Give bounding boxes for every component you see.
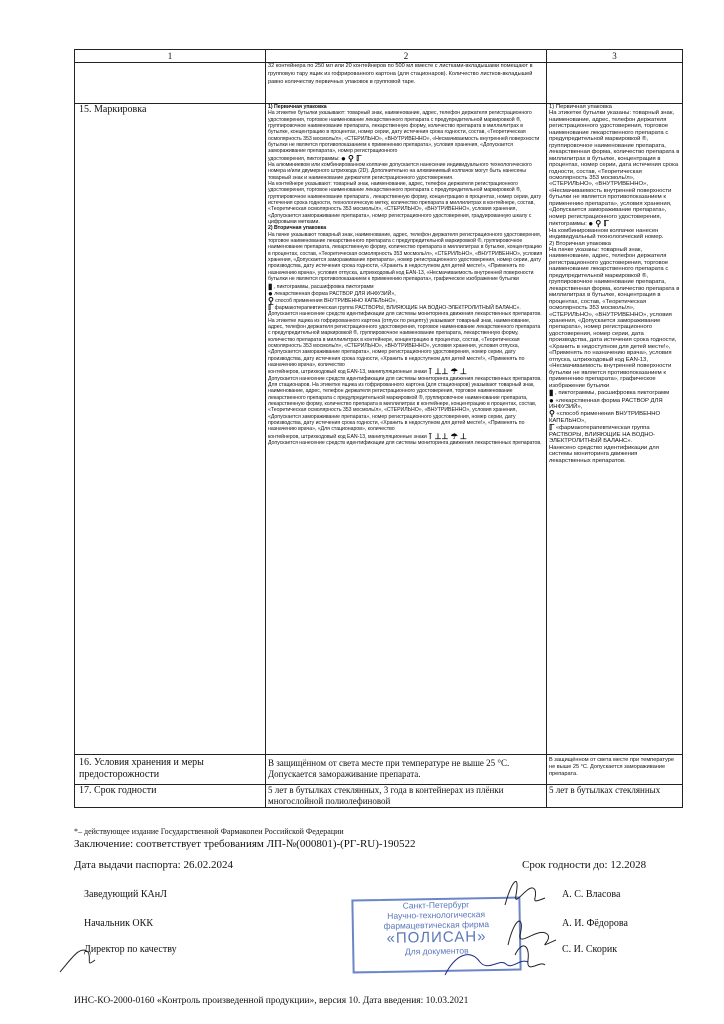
pharmacopoeia-note: *– действующее издание Государственной Фармакопеи Российской Федерации: [74, 827, 344, 836]
marking-text: На этикетке бутылки указывают: товарный знак, наименование, адрес, телефон держателя регистрационного удостоверения, торговое наименование лекарственного препарата с предупредительной маркировкой ®, группировочное наименование препарата, лекарственную форму, количество препарата в миллилитрах в бутылке, концентрацию в процентах, номер серии, дату истечения срока годности, состав, «Теоретическая осмолярность 353 мосмоль/л», «СТЕРИЛЬНО», «ВНУТРИВЕННО», «Несмачиваемость внутренней поверхности бутылки не является противопоказанием к применению препарата», условия хранения, «Допускается замораживание препарата», номер регистрационного: [268, 110, 540, 155]
storage-label: 16. Условия хранения и меры предосторожности: [75, 755, 266, 785]
stamp-company-name: «ПОЛИСАН»: [386, 928, 487, 947]
marking-text: Нанесено средство идентификации для системы мониторинга движения лекарственных препаратов.: [549, 444, 659, 464]
stamp-line-2: Научно-технологическая: [387, 909, 486, 921]
pictogram-icon: ● ⚲ ℾ: [588, 219, 609, 229]
marking-text: способ применения ВНУТРИВЕННО КАПЕЛЬНО»,: [275, 297, 397, 304]
marking-text: 2) Вторичная упаковка: [549, 240, 611, 247]
signature-vlasova: [505, 881, 545, 905]
marking-text: удостоверения, пиктограммы:: [268, 155, 340, 162]
marking-text: На алюминиевом или комбинированном колпачке допускается нанесение индивидуального технологического номера и/или двумерного штрихкода (2D). Дополнительно на алюминиевый колпачок могут быть нанесены товарный знак и наименование держателя регистрационного удостоверения.: [268, 161, 532, 181]
signatory-role-3: Директор по качеству: [84, 944, 177, 955]
storage-spec: В защищённом от света месте при температуре не выше 25 °С. Допускается замораживание препарата.: [266, 755, 547, 785]
marking-text: На пачке указаны: товарный знак, наименование, адрес, телефон держателя регистрационного удостоверения, торговое наименование лекарственного препарата с предупредительной маркировкой ®, группировочное наименование препарата, лекарственная форма, количество препарата в миллилитрах в бутылке, концентрация в процентах, состав, «Теоретическая осмолярность 353 мосмоль/л», «СТЕРИЛЬНО», «ВНУТРИВЕННО», условия хранения, «Допускается замораживание препарата», номер регистрационного удостоверения, номер серии, дата производства, дата истечения срока годности, «Хранить в недоступном для детей месте!», «Применять по назначению врача», условия отпуска, штрихкодовый код EAN-13, «Несмачиваемость внутренней поверхности бутылки не является противопоказанием к применению препарата», графическое изображение бутылки: [549, 247, 680, 389]
pictogram-icon: ⚲: [549, 409, 555, 419]
pictogram-icon: ℾ: [268, 303, 274, 313]
stamp-line-3: фармацевтическая фирма: [383, 919, 490, 931]
stamp-line-1: Санкт-Петербург: [402, 899, 470, 911]
signatory-role-2: Начальник ОКК: [84, 918, 153, 929]
shelf-life-actual: 5 лет в бутылках стеклянных: [547, 785, 683, 808]
marking-text: Для стационаров. На этикетке ящика из гофрированного картона (для стационаров) указывают товарный знак, наименование, адрес, телефон держателя регистрационного удостоверения, торговое наименование лекарственного препарата с предупредительной маркировкой ®, группировочное наименование препарата, лекарственную форму, количество препарата в миллилитрах в контейнере, концентрацию в процентах, состав, «Теоретическая осмолярность 353 мосмоль/л», «СТЕРИЛЬНО», «ВНУТРИВЕННО», условия хранения, «Допускается замораживание препарата», номер регистрационного удостоверения, номер серии, дату производства, дату истечения срока годности, «Хранить в недоступном для детей месте!», «Применять по назначению врача», «Для стационаров», количество: [268, 382, 537, 433]
issue-date: Дата выдачи паспорта: 26.02.2024: [74, 859, 233, 871]
expiry-date: Срок годности до: 12.2028: [522, 859, 647, 871]
marking-text: Допускается нанесение средств идентификации для системы мониторинга движения лекарственных препаратов.: [268, 375, 542, 382]
pictogram-icon: ●: [268, 288, 273, 298]
signatory-name-1: А. С. Власова: [562, 889, 621, 900]
marking-text: На этикетке бутылки указаны: товарный знак, наименование, адрес, телефон держателя регистрационного удостоверения, торговое наименование лекарственного препарата с предупредительной маркировкой ®, группировочное наименование препарата, лекарственная форма, количество препарата в миллилитрах в бутылке, концентрация в процентах, номер серии, дата истечения срока годности, состав, «Теоретическая осмолярность 353 мосмоль/л», «СТЕРИЛЬНО», «ВНУТРИВЕННО», «Несмачиваемость внутренней поверхности бутылки не является противопоказанием к применению препарата», условия хранения, «Допускается замораживание препарата», номер регистрационного удостоверения,: [549, 110, 680, 220]
signatory-role-1: Заведующий КАнЛ: [84, 889, 167, 900]
packaging-continuation-text: 32 контейнера по 250 мл или 20 контейнеров по 500 мл вместе с листками-вкладышами помещают в групповую тару ящик из гофрированного картона (для стационаров). Количество листков-вкладышей равно количеству первичных упаковок в групповой таре.: [266, 63, 547, 104]
marking-label: 15. Маркировка: [75, 104, 266, 755]
marking-text: Допускается нанесение средств идентификации для системы мониторинга движения лекарственных препаратов.: [268, 440, 542, 446]
marking-text: На пачке указывают товарный знак, наименование, адрес, телефон держателя регистрационного удостоверения, торговое наименование лекарственного препарата с предупредительной маркировкой ®, группировочное наименование препарата, лекарственную форму, количество препарата в миллилитрах в бутылке, концентрацию в процентах, состав, «Теоретическая осмолярность 353 мосмоль/л», «СТЕРИЛЬНО», «ВНУТРИВЕННО», условия хранения, «Допускается замораживание препарата», номер регистрационного удостоверения, номер серии, дату производства, дату истечения срока годности, «Хранить в недоступном для детей месте!», «Применять по назначению врача», условия отпуска, штрихкодовый код EAN-13, «Несмачиваемость внутренней поверхности бутылки не является противопоказанием к применению препарата», графическое изображение бутылки: [268, 231, 543, 283]
marking-text: На комбинированном колпачке нанесен индивидуальный технологический номер.: [549, 227, 664, 241]
header-col-3: 3: [547, 50, 683, 63]
signature-fedorova: [508, 921, 556, 945]
marking-text: 1) Первичная упаковка: [549, 104, 612, 110]
marking-text: контейнеров, штрихкодовый код EAN-13, манипуляционные знаки: [268, 433, 427, 440]
pictogram-icon: ● ⚲ ℾ: [341, 153, 362, 163]
document-reference: ИНС-КО-2000-0160 «Контроль произведенной продукции», версия 10. Дата введения: 10.03.2021: [74, 996, 469, 1006]
storage-actual: В защищённом от света месте при температуре не выше 25 °С. Допускается замораживание препарата.: [547, 755, 683, 785]
marking-text: лекарственная форма РАСТВОР ДЛЯ ИНФУЗИЙ»,: [274, 290, 396, 297]
header-col-2: 2: [266, 50, 547, 63]
pictogram-icon: ▮: [268, 281, 273, 291]
stamp-bottom: Для документов: [404, 945, 469, 957]
marking-text: «способ применения ВНУТРИВЕННО КАПЕЛЬНО»,: [549, 411, 661, 424]
header-col-1: 1: [75, 50, 266, 63]
signatory-name-2: А. И. Фёдорова: [562, 918, 628, 929]
marking-text: фармакотерапевтическая группа РАСТВОРЫ, ВЛИЯЮЩИЕ НА ВОДНО-ЭЛЕКТРОЛИТНЫЙ БАЛАНС».: [274, 305, 521, 312]
signature-skorik: [515, 946, 545, 967]
marking-text: На контейнере указывают: товарный знак, наименование, адрес, телефон держателя регистрационного удостоверения, торговое наименование лекарственного препарата с предупредительной маркировкой ®, группировочное наименование препарата , лекарственную форму, концентрацию в процентах, номер серии, дату истечения срока годности, технологическую метку, количество препарата в миллилитрах в контейнере, состав, «Теоретическая осмолярность 353 мосмоль/л», «СТЕРИЛЬНО», «ВНУТРИВЕННО», условия хранения, «Допускается замораживание препарата», номер регистрационного удостоверения, градуированную шкалу с цифровыми метками.: [268, 181, 542, 226]
marking-text: пиктограммы:: [549, 221, 587, 228]
marking-text: , пиктограммы, расшифровка пиктограмм: [273, 283, 374, 290]
pictogram-icon: ℾ: [549, 423, 555, 433]
signature-flourish-left: [60, 950, 95, 972]
marking-text: «фармакотерапевтическая группа РАСТВОРЫ, ВЛИЯЮЩИЕ НА ВОДНО-ЭЛЕКТРОЛИТНЫЙ БАЛАНС».: [549, 425, 656, 445]
marking-text: «лекарственная форма РАСТВОР ДЛЯ ИНФУЗИЙ»,: [549, 397, 663, 411]
signatory-name-3: С. И. Скорик: [562, 944, 618, 955]
marking-text: 2) Вторичная упаковка: [268, 225, 327, 232]
signature-director-blue: [445, 955, 528, 975]
marking-text: Допускается нанесение средств идентификации для системы мониторинга движения лекарственных препаратов.: [268, 311, 542, 318]
pictogram-icon: ●: [549, 395, 554, 405]
shelf-life-spec: 5 лет в бутылках стеклянных, 3 года в контейнерах из плёнки многослойной полиолефиновой: [266, 785, 547, 808]
pictogram-icon: ⚲: [268, 295, 274, 305]
pictogram-icon: ⊺ ⊥⊥ ☂ ⊥: [428, 431, 467, 441]
marking-text: На этикетке ящика из гофрированного картона (отпуск по рецепту) указывают товарный знак, наименование, адрес, телефон держателя регистрационного удостоверения, торговое наименование лекарственного препарата с предупредительной маркировкой ®, группировочное наименование препарата, лекарственную форму, количество препарата в миллилитрах в контейнере, концентрацию в процентах, состав, «Теоретическая осмолярность 353 мосмоль/л», «СТЕРИЛЬНО», «ВНУТРИВЕННО», условия хранения, условия отпуска, «Допускается замораживание препарата», номер регистрационного удостоверения, номер серии, дату производства, дату истечения срока годности, «Хранить в недоступном для детей месте!», «Применять по назначению врача», количество: [268, 317, 541, 369]
shelf-life-label: 17. Срок годности: [75, 785, 266, 808]
marking-text: , пиктограммы, расшифровка пиктограмм: [555, 390, 670, 397]
marking-text: контейнеров, штрихкодовый код EAN-13, манипуляционные знаки: [268, 369, 427, 376]
pictogram-icon: ⊺ ⊥⊥ ☂ ⊥: [428, 367, 467, 377]
conclusion: Заключение: соответствует требованиям ЛП-№(000801)-(РГ-RU)-190522: [74, 838, 416, 850]
pictogram-icon: ▮: [549, 388, 554, 397]
marking-text: 1) Первичная упаковка: [268, 104, 327, 110]
